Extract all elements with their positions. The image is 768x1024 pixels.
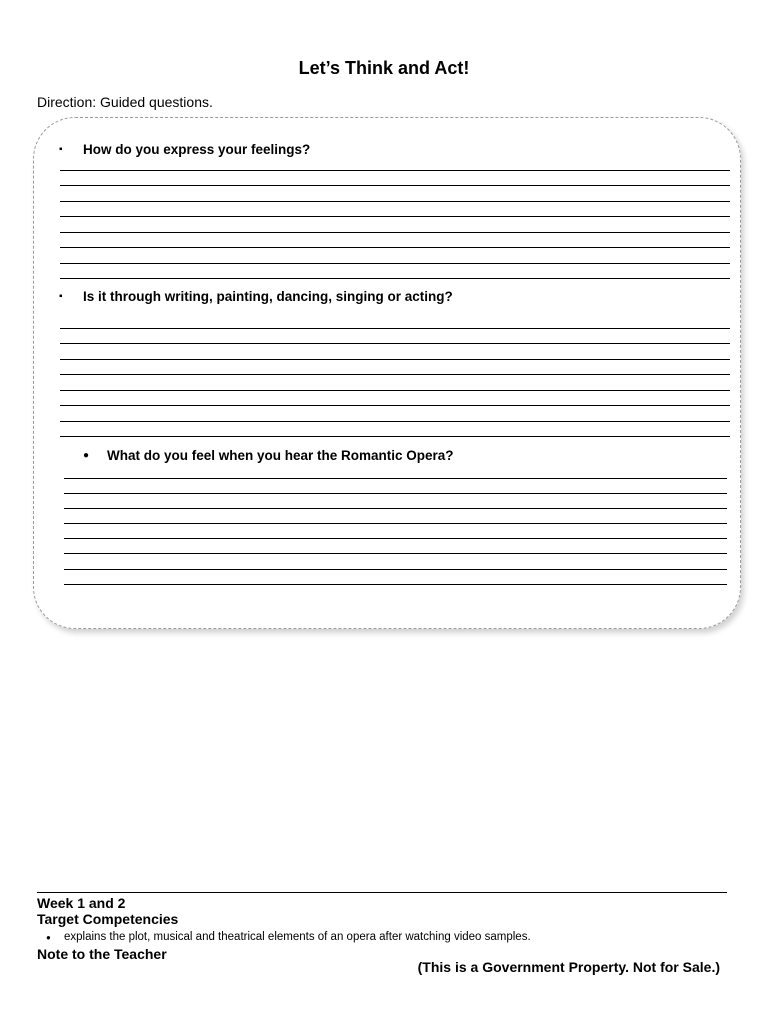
question-3 bbox=[83, 448, 454, 463]
question-1-text: How do you express your feelings? bbox=[83, 142, 311, 157]
square-bullet-icon: ▪ bbox=[59, 144, 63, 155]
question-1 bbox=[59, 142, 311, 157]
round-bullet-icon: ● bbox=[83, 450, 90, 461]
competency-text: explains the plot, musical and theatrical elements of an opera after watching video samples. bbox=[64, 931, 531, 943]
question-2 bbox=[59, 289, 453, 304]
target-competencies-heading: Target Competencies bbox=[37, 911, 179, 927]
footer-divider bbox=[37, 892, 727, 893]
competency-item bbox=[46, 931, 531, 943]
question-3-text: What do you feel when you hear the Romantic Opera? bbox=[107, 448, 454, 463]
page-title: Let’s Think and Act! bbox=[298, 58, 470, 78]
government-property-notice: (This is a Government Property. Not for Sale.) bbox=[417, 959, 720, 975]
note-to-teacher-heading: Note to the Teacher bbox=[37, 946, 167, 962]
direction-text: Direction: Guided questions. bbox=[37, 94, 213, 110]
answer-lines-2[interactable] bbox=[60, 328, 730, 438]
answer-lines-3[interactable] bbox=[64, 478, 727, 588]
square-bullet-icon: ▪ bbox=[59, 291, 63, 302]
week-label: Week 1 and 2 bbox=[37, 895, 126, 911]
answer-lines-1[interactable] bbox=[60, 170, 730, 280]
question-2-text: Is it through writing, painting, dancing, singing or acting? bbox=[83, 289, 453, 304]
round-bullet-icon: ● bbox=[46, 933, 51, 942]
